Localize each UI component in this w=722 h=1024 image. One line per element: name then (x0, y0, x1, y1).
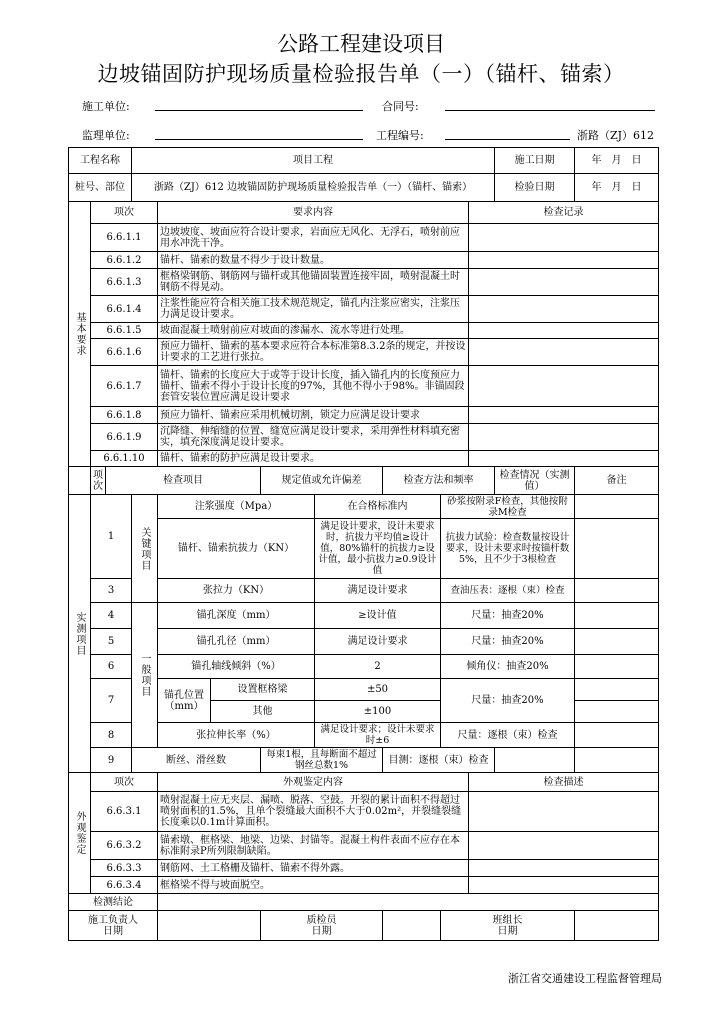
measured-col-item: 检查项目 (106, 467, 261, 495)
measured-row-spec: 2 (315, 655, 441, 679)
page-subtitle: 边坡锚固防护现场质量检验报告单（一）（锚杆、锚索） (97, 62, 625, 86)
measured-row-spec: 满足设计要求 (315, 579, 441, 603)
basic-item-no: 6.6.1.6 (91, 339, 158, 366)
basic-item-no: 6.6.1.8 (91, 407, 158, 424)
basic-col-record: 检查记录 (469, 202, 659, 224)
measured-row-no: 5 (91, 629, 132, 655)
measured-row-no: 8 (91, 723, 132, 748)
measured-row-result[interactable] (575, 723, 659, 748)
appearance-item-text: 喷射混凝土应无夹层、漏喷、脱落、空鼓。开裂的累计面积不得超过喷射面积的1.5%，且单个裂缝最大面积不大于0.02m²，并裂缝裂缝长度乘以0.1m计算面积。 (158, 792, 469, 832)
measured-row-spec: 满足设计要求 (315, 629, 441, 655)
measured-row-no: 3 (91, 579, 132, 603)
inspection-date-label: 检验日期 (495, 174, 575, 202)
project-no-field[interactable] (445, 139, 570, 140)
station-value[interactable]: 浙路（ZJ）612 边坡锚固防护现场质量检验报告单（一）（锚杆、锚索） (132, 174, 495, 202)
basic-requirements-section: 基本要求 (69, 202, 91, 467)
measured-row-result[interactable] (575, 579, 659, 603)
construction-date-value[interactable]: 年 月 日 (575, 148, 659, 174)
measured-row-spec: 满足设计要求，设计未要求时，抗拔力平均值≥设计值，80%锚杆的抗拔力≥设计值，最小抗拔力≥0.9设计值 (315, 519, 441, 579)
basic-item-text: 锚杆、锚索的数量不得少于设计数量。 (158, 252, 469, 269)
measured-row-result[interactable] (575, 701, 659, 723)
construction-lead-date: 日期 (103, 925, 123, 937)
measured-row-method: 尺量：抽查20% (441, 629, 575, 655)
basic-item-no: 6.6.1.10 (91, 451, 158, 467)
team-lead-date: 日期 (497, 925, 518, 937)
measured-row-item: 锚孔孔径（mm） (158, 629, 315, 655)
measured-col-result: 检查情况（实测值） (495, 467, 575, 495)
team-lead-sign[interactable] (575, 911, 659, 941)
measured-row-subitem: 其他 (211, 701, 315, 723)
form-code: 浙路（ZJ）612 (577, 129, 655, 142)
measured-row-no: 7 (91, 679, 132, 723)
inspection-date-value[interactable]: 年 月 日 (575, 174, 659, 202)
appearance-item-no: 6.6.3.2 (91, 832, 158, 860)
construction-lead-label (69, 911, 158, 941)
measured-col-spec: 规定值或允许偏差 (261, 467, 383, 495)
basic-item-record[interactable] (469, 366, 659, 407)
measured-row-method: 尺量：抽查20% (441, 679, 575, 723)
construction-unit-field[interactable] (155, 110, 363, 111)
project-no-label: 工程编号: (376, 129, 424, 142)
measured-row-note[interactable] (575, 748, 659, 773)
basic-item-record[interactable] (469, 424, 659, 451)
basic-item-text: 坡面混凝土喷射前应对坡面的渗漏水、流水等进行处理。 (158, 323, 469, 339)
measured-row-item: 锚杆、锚索抗拔力（KN） (158, 519, 315, 579)
team-lead-text: 班组长 (492, 914, 523, 926)
basic-item-no: 6.6.1.7 (91, 366, 158, 407)
measured-row-spec: 每束1根，且每断面不超过钢丝总数1% (261, 748, 383, 773)
measured-row-method: 抗拔力试验：检查数量按设计要求，设计未要求时按锚杆数5%，且不少于3根检查 (441, 519, 575, 579)
station-label: 桩号、部位 (69, 174, 132, 202)
contract-no-label: 合同号: (382, 100, 419, 113)
basic-item-record[interactable] (469, 252, 659, 269)
basic-item-record[interactable] (469, 296, 659, 323)
key-items-label: 关键项目 (132, 495, 158, 603)
appearance-col-content: 外观鉴定内容 (158, 773, 469, 792)
appearance-item-record[interactable] (469, 792, 659, 832)
basic-item-text: 预应力锚杆、锚索应采用机械切割，锁定力应满足设计要求 (158, 407, 469, 424)
basic-col-item: 项次 (91, 202, 158, 224)
measured-row-no: 4 (91, 603, 132, 629)
project-name-value[interactable]: 项目工程 (132, 148, 495, 174)
appearance-item-record[interactable] (469, 860, 659, 877)
measured-row-no: 6 (91, 655, 132, 679)
basic-item-text: 锚杆、锚索的长度应大于或等于设计长度，插入锚孔内的长度预应力锚杆、锚索不得小于设计长度的97%，其他不得小于98%。非锚固段套管安装位置应满足设计要求 (158, 366, 469, 407)
measured-row-method: 砂浆按附录F检查，其他按附录M检查 (441, 495, 575, 519)
measured-row-method: 查油压表：逐根（束）检查 (441, 579, 575, 603)
appearance-col-record: 检查描述 (469, 773, 659, 792)
basic-item-record[interactable] (469, 407, 659, 424)
measured-row-method: 倾角仪：抽查20% (441, 655, 575, 679)
basic-item-no: 6.6.1.5 (91, 323, 158, 339)
measured-row-item: 注浆强度（Mpa） (158, 495, 315, 519)
measured-row-no: 1 (91, 495, 132, 579)
measured-row-method: 尺量：抽查20% (441, 603, 575, 629)
appearance-item-no: 6.6.3.3 (91, 860, 158, 877)
basic-item-record[interactable] (469, 339, 659, 366)
measured-row-method: 尺量：逐根（束）检查 (441, 723, 575, 748)
appearance-item-record[interactable] (469, 832, 659, 860)
qc-sign[interactable] (383, 911, 441, 941)
measured-col-note: 备注 (575, 467, 659, 495)
basic-col-content: 要求内容 (158, 202, 469, 224)
general-items-label: 一般项目 (132, 603, 158, 748)
basic-item-record[interactable] (469, 323, 659, 339)
contract-no-field[interactable] (445, 110, 655, 111)
basic-item-no: 6.6.1.4 (91, 296, 158, 323)
measured-header-spacer (69, 467, 91, 495)
construction-lead-text: 施工负责人 (88, 914, 138, 926)
appearance-col-item: 项次 (91, 773, 158, 792)
measured-row-result[interactable] (495, 748, 575, 773)
basic-item-record[interactable] (469, 451, 659, 467)
appearance-item-record[interactable] (469, 877, 659, 894)
measured-row-no: 9 (91, 748, 132, 773)
basic-item-record[interactable] (469, 269, 659, 296)
measured-row-spec: ±50 (315, 679, 441, 701)
measured-row-result[interactable] (575, 519, 659, 579)
measured-row-result[interactable] (575, 679, 659, 701)
basic-item-record[interactable] (469, 224, 659, 252)
measured-row-result[interactable] (575, 603, 659, 629)
basic-item-no: 6.6.1.3 (91, 269, 158, 296)
measured-row-spec: ≥设计值 (315, 603, 441, 629)
basic-item-text: 锚杆、锚索的防护应满足设计要求。 (158, 451, 469, 467)
measured-col-no: 项次 (91, 467, 106, 495)
basic-item-text: 注浆性能应符合相关施工技术规范规定，锚孔内注浆应密实，注浆压力满足设计要求。 (158, 296, 469, 323)
appearance-item-no: 6.6.3.1 (91, 792, 158, 832)
page-title: 公路工程建设项目 (277, 32, 445, 56)
appearance-item-text: 钢筋网、土工格栅及锚杆、锚索不得外露。 (158, 860, 469, 877)
appearance-item-text: 锚索墩、框格梁、地梁、边梁、封锚等。混凝土构件表面不应存在本标准附录P所列限制缺陷。 (158, 832, 469, 860)
basic-item-text: 框格梁钢筋、钢筋网与锚杆或其他锚固装置连接牢固，喷射混凝土时钢筋不得晃动。 (158, 269, 469, 296)
measured-row-method: 目测：逐根（束）检查 (383, 748, 495, 773)
conclusion-value[interactable] (158, 894, 659, 911)
construction-date-label: 施工日期 (495, 148, 575, 174)
measured-row-item: 锚孔位置（mm） (158, 679, 211, 723)
appearance-item-text: 框格梁不得与坡面脱空。 (158, 877, 469, 894)
measured-row-item: 锚孔深度（mm） (158, 603, 315, 629)
team-lead-label (441, 911, 575, 941)
measured-row-result[interactable] (575, 495, 659, 519)
basic-item-text: 沉降缝、伸缩缝的位置、缝宽应满足设计要求，采用弹性材料填充密实，填充深度满足设计要求。 (158, 424, 469, 451)
basic-item-text: 边坡坡度、坡面应符合设计要求，岩面应无风化、无浮石，喷射前应用水冲洗干净。 (158, 224, 469, 252)
basic-item-text: 预应力锚杆、锚索的基本要求应符合本标准第8.3.2条的规定，并按设计要求的工艺进行张拉。 (158, 339, 469, 366)
measured-row-subitem: 设置框格梁 (211, 679, 315, 701)
inspection-table (68, 147, 659, 941)
conclusion-label: 检测结论 (69, 894, 158, 911)
appearance-item-no: 6.6.3.4 (91, 877, 158, 894)
supervision-unit-field[interactable] (155, 139, 363, 140)
measured-row-item: 断丝、滑丝数 (132, 748, 261, 773)
measured-row-item: 锚孔轴线倾斜（%） (158, 655, 315, 679)
appearance-section: 外观鉴定 (69, 773, 91, 894)
measured-row-item: 张拉伸长率（%） (158, 723, 315, 748)
measured-col-method: 检查方法和频率 (383, 467, 495, 495)
issuing-authority: 浙江省交通建设工程监督管理局 (508, 972, 662, 985)
measured-row-result[interactable] (575, 655, 659, 679)
basic-item-no: 6.6.1.1 (91, 224, 158, 252)
measured-row-result[interactable] (575, 629, 659, 655)
basic-item-no: 6.6.1.2 (91, 252, 158, 269)
qc-label (261, 911, 383, 941)
project-name-label: 工程名称 (69, 148, 132, 174)
supervision-unit-label: 监理单位: (82, 129, 130, 142)
construction-unit-label: 施工单位: (82, 100, 130, 113)
qc-text: 质检员 (306, 914, 337, 926)
measured-items-section: 实测项目 (69, 495, 91, 773)
measured-row-spec: 满足设计要求；设计未要求时±6 (315, 723, 441, 748)
construction-lead-sign[interactable] (158, 911, 261, 941)
qc-date: 日期 (311, 925, 332, 937)
measured-row-spec: ±100 (315, 701, 441, 723)
basic-item-no: 6.6.1.9 (91, 424, 158, 451)
measured-row-item: 张拉力（KN） (158, 579, 315, 603)
measured-row-spec: 在合格标准内 (315, 495, 441, 519)
